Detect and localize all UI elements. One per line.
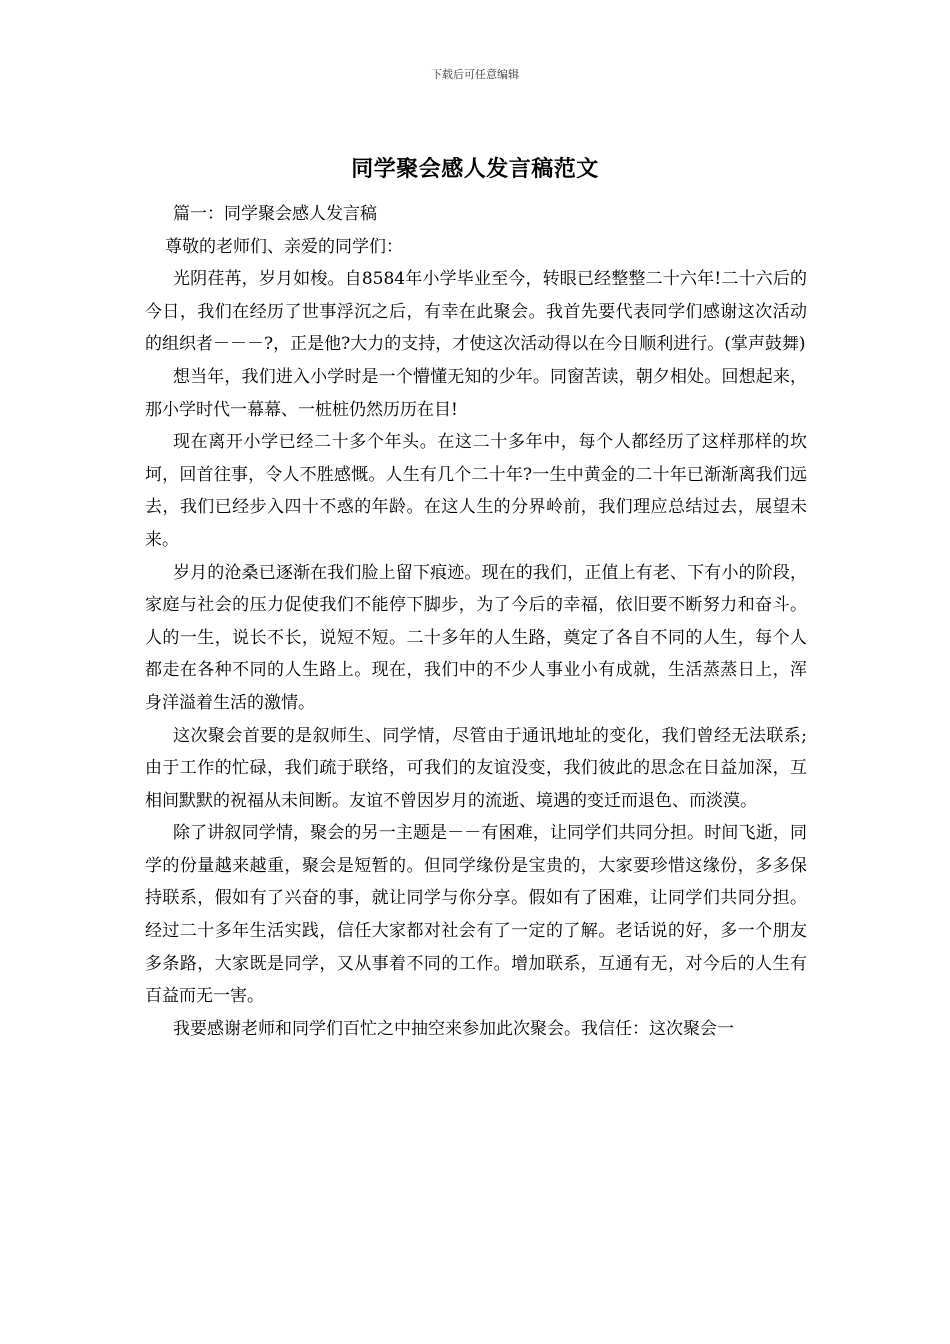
body-paragraph: 想当年，我们进入小学时是一个懵懂无知的少年。同窗苦读，朝夕相处。回想起来，那小学时代一幕幕、一桩桩仍然历历在目! bbox=[145, 366, 807, 420]
document-title: 同学聚会感人发言稿范文 bbox=[351, 156, 599, 182]
body-paragraph: 除了讲叙同学情，聚会的另一主题是－－有困难，让同学们共同分担。时间飞逝，同学的份量越来越重，聚会是短暂的。但同学缘份是宝贵的，大家要珍惜这缘份，多多保持联系，假如有了兴奋的事，就让同学与你分享。假如有了困难，让同学们共同分担。经过二十多年生活实践，信任大家都对社会有了一定的了解。老话说的好，多一个朋友多条路，大家既是同学，又从事着不同的工作。增加联系，互通有无，对今后的人生有百益而无一害。 bbox=[145, 823, 807, 1007]
body-paragraph: 光阴荏苒，岁月如梭。自8584年小学毕业至今，转眼已经整整二十六年!二十六后的今日，我们在经历了世事浮沉之后，有幸在此聚会。我首先要代表同学们感谢这次活动的组织者－－－?，正是他?大力的支持，才使这次活动得以在今日顺利进行。(掌声鼓舞) bbox=[145, 269, 807, 355]
body-paragraph: 现在离开小学已经二十多个年头。在这二十多年中，每个人都经历了这样那样的坎坷，回首往事，令人不胜感慨。人生有几个二十年?一生中黄金的二十年已渐渐离我们远去，我们已经步入四十不惑的年龄。在这人生的分界岭前，我们理应总结过去，展望未来。 bbox=[145, 432, 807, 550]
body-paragraph: 岁月的沧桑已逐渐在我们脸上留下痕迹。现在的我们，正值上有老、下有小的阶段，家庭与社会的压力促使我们不能停下脚步，为了今后的幸福，依旧要不断努力和奋斗。人的一生，说长不长，说短不短。二十多年的人生路，奠定了各自不同的人生，每个人都走在各种不同的人生路上。现在，我们中的不少人事业小有成就，生活蒸蒸日上，浑身洋溢着生活的激情。 bbox=[145, 562, 807, 713]
body-paragraph: 这次聚会首要的是叙师生、同学情，尽管由于通讯地址的变化，我们曾经无法联系;由于工作的忙碌，我们疏于联络，可我们的友谊没变，我们彼此的思念在日益加深，互相间默默的祝福从未间断。友谊不曾因岁月的流逝、境遇的变迁而退色、而淡漠。 bbox=[145, 725, 807, 811]
section-heading: 篇一：同学聚会感人发言稿 bbox=[173, 204, 377, 224]
document-body bbox=[145, 198, 807, 1045]
body-paragraph: 我要感谢老师和同学们百忙之中抽空来参加此次聚会。我信任：这次聚会一 bbox=[173, 1018, 734, 1039]
header-note: 下载后可任意编辑 bbox=[431, 68, 519, 81]
salutation: 尊敬的老师们、亲爱的同学们： bbox=[165, 236, 403, 257]
